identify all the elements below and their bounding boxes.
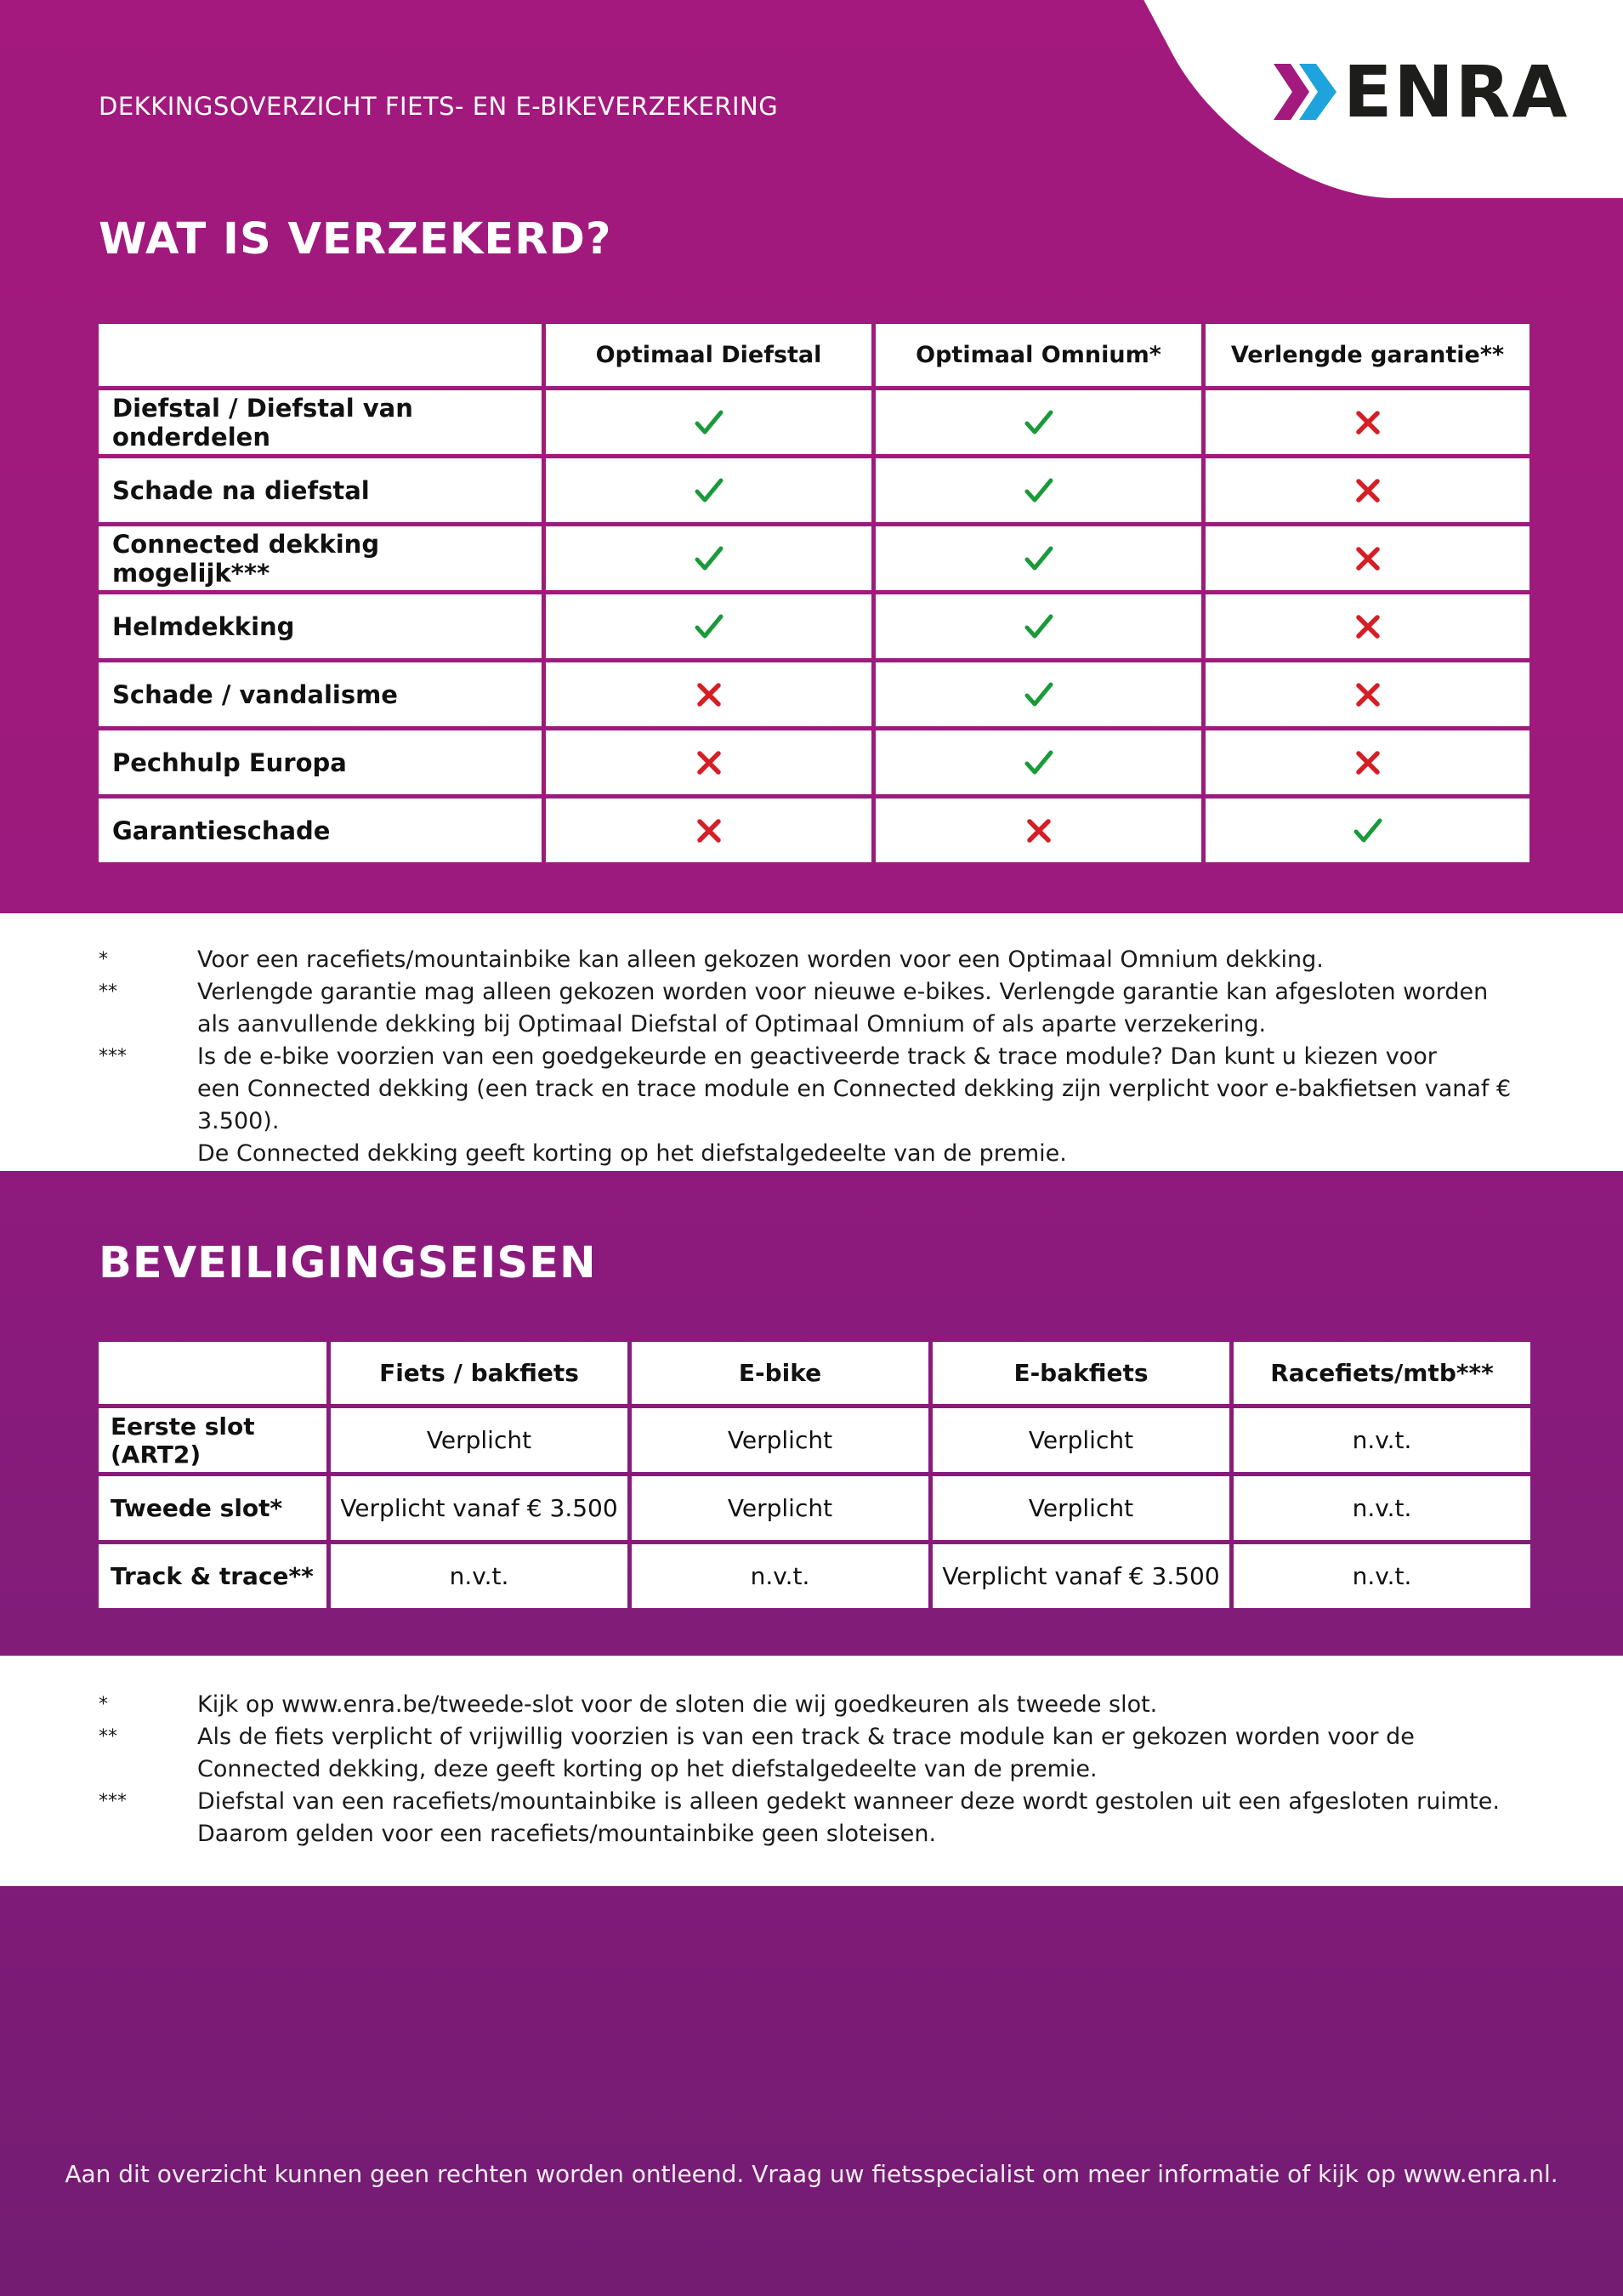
coverage-row-label: Garantieschade	[99, 798, 542, 862]
coverage-row-label: Pechhulp Europa	[99, 730, 542, 794]
cross-icon	[694, 747, 724, 778]
security-cell: Verplicht	[331, 1408, 627, 1472]
security-header-row	[99, 1342, 1530, 1404]
column-header-racefiets-mtb: Racefiets/mtb***	[1234, 1342, 1530, 1404]
security-title: BEVEILIGINGSEISEN	[99, 1238, 597, 1288]
cross-icon	[694, 816, 724, 846]
check-icon	[1353, 816, 1383, 846]
footer-band	[0, 1886, 1623, 2296]
security-cell: Verplicht	[632, 1408, 928, 1472]
column-header-optimaal-omnium: Optimaal Omnium*	[876, 324, 1201, 386]
security-row	[99, 1408, 1530, 1472]
coverage-cell	[1206, 390, 1529, 454]
security-footnotes	[99, 1689, 1544, 1850]
security-row-label: Eerste slot (ART2)	[99, 1408, 326, 1472]
security-cell: Verplicht	[933, 1476, 1229, 1540]
footnote-marker: *	[99, 949, 108, 970]
footnote-marker: ***	[99, 1046, 127, 1067]
coverage-cell	[1206, 798, 1529, 862]
security-cell: n.v.t.	[1234, 1408, 1530, 1472]
coverage-cell	[876, 730, 1201, 794]
coverage-cell	[876, 662, 1201, 726]
coverage-cell	[876, 390, 1201, 454]
footnote-line: Connected dekking, deze geeft korting op het diefstalgedeelte van de premie.	[197, 1756, 1098, 1782]
coverage-row-label: Diefstal / Diefstal van onderdelen	[99, 390, 542, 454]
check-icon	[1024, 747, 1054, 778]
footnote	[99, 944, 1544, 976]
coverage-cell	[546, 390, 871, 454]
cross-icon	[1353, 475, 1383, 506]
coverage-cell	[876, 458, 1201, 522]
coverage-cell	[546, 594, 871, 658]
footnote-line: Kijk op www.enra.be/tweede-slot voor de sloten die wij goedkeuren als tweede slot.	[197, 1691, 1158, 1718]
security-table	[94, 1338, 1535, 1612]
coverage-header-row	[99, 324, 1529, 386]
check-icon	[694, 475, 724, 506]
coverage-title: WAT IS VERZEKERD?	[99, 214, 612, 264]
security-cell: Verplicht vanaf € 3.500	[331, 1476, 627, 1540]
check-icon	[1024, 475, 1054, 506]
cross-icon	[1353, 407, 1383, 438]
coverage-cell	[546, 730, 871, 794]
security-cell: n.v.t.	[1234, 1476, 1530, 1540]
security-row-label: Track & trace**	[99, 1544, 326, 1608]
footnote-line: Als de fiets verplicht of vrijwillig voorzien is van een track & trace module kan er gekozen worden voor de	[197, 1724, 1415, 1750]
column-header-e-bike: E-bike	[632, 1342, 928, 1404]
coverage-cell	[546, 458, 871, 522]
coverage-row	[99, 390, 1529, 454]
coverage-cell	[546, 526, 871, 590]
footnote-line: Verlengde garantie mag alleen gekozen worden voor nieuwe e-bikes. Verlengde garantie kan afgesloten worden	[197, 979, 1489, 1005]
coverage-cell	[876, 798, 1201, 862]
coverage-table	[94, 320, 1534, 867]
coverage-row	[99, 798, 1529, 862]
document-title: DEKKINGSOVERZICHT FIETS- EN E-BIKEVERZEKERING	[99, 92, 779, 121]
security-cell: n.v.t.	[632, 1544, 928, 1608]
cross-icon	[1024, 816, 1054, 846]
coverage-cell	[1206, 594, 1529, 658]
footnote-line: een Connected dekking (een track en trace module en Connected dekking zijn verplicht voor e-bakfietsen vanaf € 3.500).	[197, 1076, 1512, 1134]
footnote-line: Voor een racefiets/mountainbike kan alleen gekozen worden voor een Optimaal Omnium dekking.	[197, 946, 1324, 973]
column-header-e-bakfiets: E-bakfiets	[933, 1342, 1229, 1404]
coverage-cell	[1206, 526, 1529, 590]
check-icon	[694, 407, 724, 438]
cross-icon	[694, 679, 724, 710]
coverage-cell	[1206, 730, 1529, 794]
coverage-row	[99, 662, 1529, 726]
coverage-footnotes	[99, 944, 1544, 1170]
footnote	[99, 1041, 1544, 1170]
footnote	[99, 1786, 1544, 1850]
check-icon	[1024, 407, 1054, 438]
coverage-row	[99, 526, 1529, 590]
enra-logo	[1274, 50, 1588, 134]
footnote-line: Is de e-bike voorzien van een goedgekeurde en geactiveerde track & trace module? Dan kunt u kiezen voor	[197, 1043, 1437, 1070]
security-cell: n.v.t.	[1234, 1544, 1530, 1608]
security-row	[99, 1476, 1530, 1540]
footnote-line: Diefstal van een racefiets/mountainbike is alleen gedekt wanneer deze wordt gestolen uit een afgesloten ruimte.	[197, 1788, 1500, 1815]
check-icon	[1024, 679, 1054, 710]
coverage-cell	[546, 798, 871, 862]
coverage-cell	[1206, 458, 1529, 522]
coverage-header-corner	[99, 324, 542, 386]
security-header-corner	[99, 1342, 326, 1404]
security-cell: Verplicht vanaf € 3.500	[933, 1544, 1229, 1608]
footnote	[99, 1721, 1544, 1786]
coverage-cell	[876, 526, 1201, 590]
coverage-row	[99, 594, 1529, 658]
footnote-marker: **	[99, 1726, 117, 1748]
security-cell: Verplicht	[632, 1476, 928, 1540]
footnote	[99, 976, 1544, 1041]
disclaimer-text: Aan dit overzicht kunnen geen rechten worden ontleend. Vraag uw fietsspecialist om meer informatie of kijk op www.enra.nl.	[65, 2160, 1558, 2188]
footnote-marker: ***	[99, 1791, 127, 1812]
coverage-row	[99, 458, 1529, 522]
cross-icon	[1353, 543, 1383, 574]
column-header-fiets-bakfiets: Fiets / bakfiets	[331, 1342, 627, 1404]
coverage-row-label: Helmdekking	[99, 594, 542, 658]
security-row	[99, 1544, 1530, 1608]
cross-icon	[1353, 747, 1383, 778]
chevrons-icon	[1274, 64, 1340, 120]
footnote-marker: **	[99, 981, 117, 1003]
logo-wordmark: ENRA	[1343, 50, 1569, 134]
coverage-cell	[876, 594, 1201, 658]
footnote-line: als aanvullende dekking bij Optimaal Diefstal of Optimaal Omnium of als aparte verzekering.	[197, 1011, 1267, 1037]
security-cell: n.v.t.	[331, 1544, 627, 1608]
coverage-row-label: Schade na diefstal	[99, 458, 542, 522]
footnote-line: Daarom gelden voor een racefiets/mountainbike geen sloteisen.	[197, 1821, 937, 1847]
security-cell: Verplicht	[933, 1408, 1229, 1472]
coverage-cell	[546, 662, 871, 726]
check-icon	[694, 543, 724, 574]
column-header-verlengde-garantie: Verlengde garantie**	[1206, 324, 1529, 386]
footnote-marker: *	[99, 1694, 108, 1715]
coverage-row	[99, 730, 1529, 794]
check-icon	[1024, 543, 1054, 574]
coverage-row-label: Schade / vandalisme	[99, 662, 542, 726]
coverage-row-label: Connected dekking mogelijk***	[99, 526, 542, 590]
check-icon	[694, 611, 724, 642]
check-icon	[1024, 611, 1054, 642]
cross-icon	[1353, 679, 1383, 710]
coverage-cell	[1206, 662, 1529, 726]
footnote	[99, 1689, 1544, 1721]
column-header-optimaal-diefstal: Optimaal Diefstal	[546, 324, 871, 386]
cross-icon	[1353, 611, 1383, 642]
footnote-line: De Connected dekking geeft korting op het diefstalgedeelte van de premie.	[197, 1140, 1067, 1167]
security-row-label: Tweede slot*	[99, 1476, 326, 1540]
